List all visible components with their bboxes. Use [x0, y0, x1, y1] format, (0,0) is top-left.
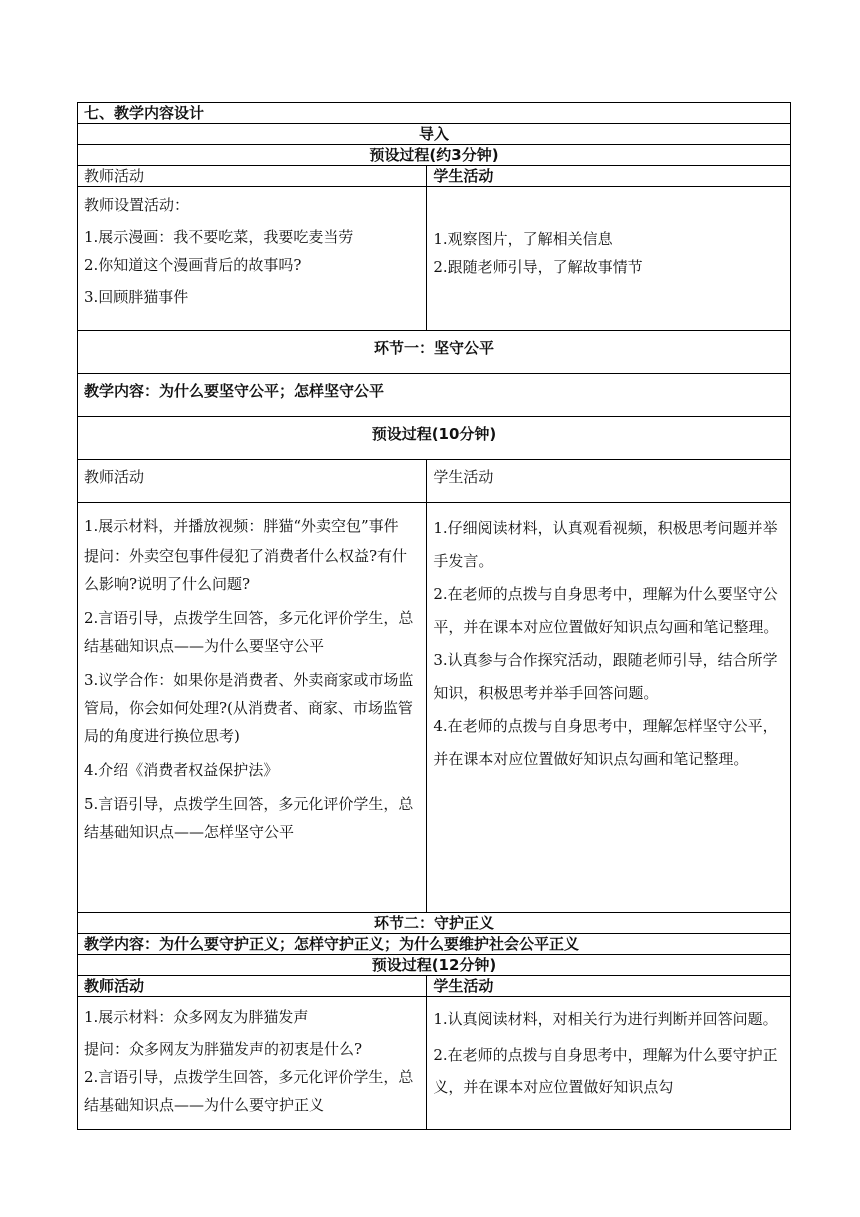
part1-student-header: 学生活动	[427, 460, 791, 503]
intro-teacher-line: 教师设置活动：	[84, 196, 190, 214]
part1-teacher-para: 5.言语引导，点拨学生回答，多元化评价学生，总结基础知识点——怎样坚守公平	[84, 795, 414, 841]
intro-process: 预设过程(约3分钟)	[78, 145, 791, 166]
intro-teacher-cell	[78, 187, 427, 331]
part2-teacher-para: 1.展示材料：众多网友为胖猫发声	[84, 1008, 309, 1026]
section-title: 七、教学内容设计	[78, 103, 791, 124]
intro-student-cell	[427, 187, 791, 331]
part2-student-cell	[427, 997, 791, 1130]
part2-student-para: 2.在老师的点拨与自身思考中，理解为什么要守护正义，并在课本对应位置做好知识点勾	[433, 1046, 778, 1096]
part1-student-para: 1.仔细阅读材料，认真观看视频，积极思考问题并举手发言。	[433, 519, 778, 570]
part1-process: 预设过程(10分钟)	[78, 417, 791, 460]
lesson-design-table	[77, 102, 791, 1130]
intro-student-line: 1.观察图片，了解相关信息	[433, 230, 613, 248]
part1-teacher-para: 1.展示材料，并播放视频：胖猫“外卖空包”事件	[84, 517, 399, 535]
part1-student-cell	[427, 503, 791, 913]
part2-student-header: 学生活动	[427, 976, 791, 997]
part1-teacher-para: 3.议学合作：如果你是消费者、外卖商家或市场监管局，你会如何处理?(从消费者、商家、市场监管局的角度进行换位思考)	[84, 671, 414, 745]
part2-content: 教学内容：为什么要守护正义；怎样守护正义；为什么要维护社会公平正义	[78, 934, 791, 955]
part2-student-para: 1.认真阅读材料，对相关行为进行判断并回答问题。	[433, 1010, 778, 1028]
part2-teacher-cell	[78, 997, 427, 1130]
part1-student-para: 2.在老师的点拨与自身思考中，理解为什么要坚守公平，并在课本对应位置做好知识点勾画和笔记整理。	[433, 585, 779, 636]
part1-student-para: 4.在老师的点拨与自身思考中，理解怎样坚守公平，并在课本对应位置做好知识点勾画和笔记整理。	[433, 717, 778, 768]
intro-teacher-header: 教师活动	[78, 166, 427, 187]
part2-teacher-para: 提问：众多网友为胖猫发声的初衷是什么?	[84, 1040, 363, 1058]
intro-student-line: 2.跟随老师引导，了解故事情节	[433, 258, 643, 276]
part1-teacher-para: 4.介绍《消费者权益保护法》	[84, 761, 279, 779]
part2-teacher-para: 2.言语引导，点拨学生回答，多元化评价学生，总结基础知识点——为什么要守护正义	[84, 1068, 414, 1114]
part1-teacher-para: 提问：外卖空包事件侵犯了消费者什么权益?有什么影响?说明了什么问题?	[84, 547, 408, 593]
intro-student-header: 学生活动	[427, 166, 791, 187]
part2-process: 预设过程(12分钟)	[78, 955, 791, 976]
part1-teacher-cell	[78, 503, 427, 913]
intro-heading: 导入	[78, 124, 791, 145]
part1-teacher-para: 2.言语引导，点拨学生回答，多元化评价学生，总结基础知识点——为什么要坚守公平	[84, 609, 414, 655]
part1-content: 教学内容：为什么要坚守公平；怎样坚守公平	[78, 374, 791, 417]
intro-teacher-line: 2.你知道这个漫画背后的故事吗?	[84, 256, 302, 274]
part1-student-para: 3.认真参与合作探究活动，跟随老师引导，结合所学知识，积极思考并举手回答问题。	[433, 651, 778, 702]
part1-heading: 环节一：坚守公平	[78, 331, 791, 374]
part1-teacher-header: 教师活动	[78, 460, 427, 503]
part2-teacher-header: 教师活动	[78, 976, 427, 997]
part2-heading: 环节二：守护正义	[78, 913, 791, 934]
intro-teacher-line: 1.展示漫画：我不要吃菜，我要吃麦当劳	[84, 228, 354, 246]
intro-teacher-line: 3.回顾胖猫事件	[84, 288, 189, 306]
